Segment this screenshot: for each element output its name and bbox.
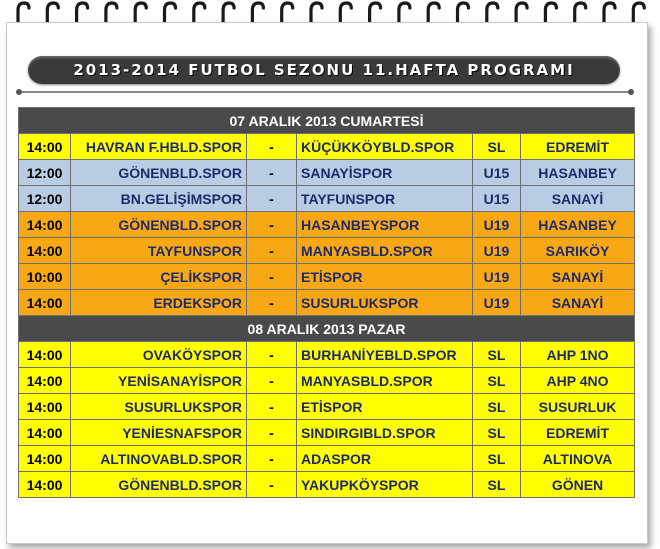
- table-row: [19, 264, 635, 290]
- venue: SANAYİ: [521, 264, 635, 290]
- away-team: TAYFUNSPOR: [297, 186, 473, 212]
- category: SL: [473, 394, 521, 420]
- away-team: SUSURLUKSPOR: [297, 290, 473, 316]
- category: U15: [473, 186, 521, 212]
- day-header: 07 ARALIK 2013 CUMARTESİ: [19, 108, 635, 134]
- away-team: BURHANİYEBLD.SPOR: [297, 342, 473, 368]
- category: SL: [473, 342, 521, 368]
- table-row: [19, 420, 635, 446]
- page-title: 2013-2014 FUTBOL SEZONU 11.HAFTA PROGRAMI: [73, 61, 575, 79]
- separator: -: [247, 420, 297, 446]
- away-team: MANYASBLD.SPOR: [297, 238, 473, 264]
- home-team: GÖNENBLD.SPOR: [71, 212, 247, 238]
- match-time: 14:00: [19, 212, 71, 238]
- away-team: SINDIRGIBLD.SPOR: [297, 420, 473, 446]
- category: SL: [473, 446, 521, 472]
- table-row: [19, 290, 635, 316]
- separator: -: [247, 446, 297, 472]
- match-time: 14:00: [19, 420, 71, 446]
- venue: HASANBEY: [521, 160, 635, 186]
- day-header-row: [19, 108, 635, 134]
- category: U19: [473, 212, 521, 238]
- away-team: HASANBEYSPOR: [297, 212, 473, 238]
- venue: AHP 1NO: [521, 342, 635, 368]
- separator: -: [247, 342, 297, 368]
- match-time: 14:00: [19, 446, 71, 472]
- away-team: MANYASBLD.SPOR: [297, 368, 473, 394]
- venue: SUSURLUK: [521, 394, 635, 420]
- day-header: 08 ARALIK 2013 PAZAR: [19, 316, 635, 342]
- separator: -: [247, 238, 297, 264]
- home-team: ALTINOVABLD.SPOR: [71, 446, 247, 472]
- table-row: [19, 134, 635, 160]
- away-team: ADASPOR: [297, 446, 473, 472]
- match-schedule-table: [18, 107, 635, 498]
- category: SL: [473, 472, 521, 498]
- venue: HASANBEY: [521, 212, 635, 238]
- table-row: [19, 342, 635, 368]
- divider: [18, 91, 632, 93]
- separator: -: [247, 290, 297, 316]
- home-team: ERDEKSPOR: [71, 290, 247, 316]
- table-row: [19, 472, 635, 498]
- venue: SANAYİ: [521, 290, 635, 316]
- venue: SANAYİ: [521, 186, 635, 212]
- table-row: [19, 394, 635, 420]
- home-team: BN.GELİŞİMSPOR: [71, 186, 247, 212]
- separator: -: [247, 264, 297, 290]
- venue: EDREMİT: [521, 134, 635, 160]
- category: U19: [473, 238, 521, 264]
- table-row: [19, 368, 635, 394]
- venue: SARIKÖY: [521, 238, 635, 264]
- table-row: [19, 238, 635, 264]
- home-team: OVAKÖYSPOR: [71, 342, 247, 368]
- match-time: 14:00: [19, 472, 71, 498]
- table-row: [19, 446, 635, 472]
- category: SL: [473, 368, 521, 394]
- away-team: ETİSPOR: [297, 394, 473, 420]
- separator: -: [247, 186, 297, 212]
- day-header-row: [19, 316, 635, 342]
- separator: -: [247, 134, 297, 160]
- category: U19: [473, 264, 521, 290]
- table-row: [19, 186, 635, 212]
- home-team: HAVRAN F.HBLD.SPOR: [71, 134, 247, 160]
- venue: EDREMİT: [521, 420, 635, 446]
- home-team: ÇELİKSPOR: [71, 264, 247, 290]
- match-time: 12:00: [19, 186, 71, 212]
- title-banner: [28, 56, 620, 84]
- category: SL: [473, 420, 521, 446]
- home-team: TAYFUNSPOR: [71, 238, 247, 264]
- table-row: [19, 212, 635, 238]
- match-time: 10:00: [19, 264, 71, 290]
- home-team: GÖNENBLD.SPOR: [71, 160, 247, 186]
- separator: -: [247, 368, 297, 394]
- separator: -: [247, 160, 297, 186]
- match-time: 14:00: [19, 342, 71, 368]
- away-team: YAKUPKÖYSPOR: [297, 472, 473, 498]
- separator: -: [247, 472, 297, 498]
- table-row: [19, 160, 635, 186]
- match-time: 12:00: [19, 160, 71, 186]
- category: SL: [473, 134, 521, 160]
- away-team: KÜÇÜKKÖYBLD.SPOR: [297, 134, 473, 160]
- home-team: YENİESNAFSPOR: [71, 420, 247, 446]
- match-time: 14:00: [19, 134, 71, 160]
- category: U15: [473, 160, 521, 186]
- match-time: 14:00: [19, 238, 71, 264]
- home-team: SUSURLUKSPOR: [71, 394, 247, 420]
- away-team: ETİSPOR: [297, 264, 473, 290]
- category: U19: [473, 290, 521, 316]
- venue: AHP 4NO: [521, 368, 635, 394]
- separator: -: [247, 212, 297, 238]
- match-time: 14:00: [19, 368, 71, 394]
- match-time: 14:00: [19, 394, 71, 420]
- separator: -: [247, 394, 297, 420]
- home-team: YENİSANAYİSPOR: [71, 368, 247, 394]
- match-time: 14:00: [19, 290, 71, 316]
- away-team: SANAYİSPOR: [297, 160, 473, 186]
- home-team: GÖNENBLD.SPOR: [71, 472, 247, 498]
- venue: ALTINOVA: [521, 446, 635, 472]
- venue: GÖNEN: [521, 472, 635, 498]
